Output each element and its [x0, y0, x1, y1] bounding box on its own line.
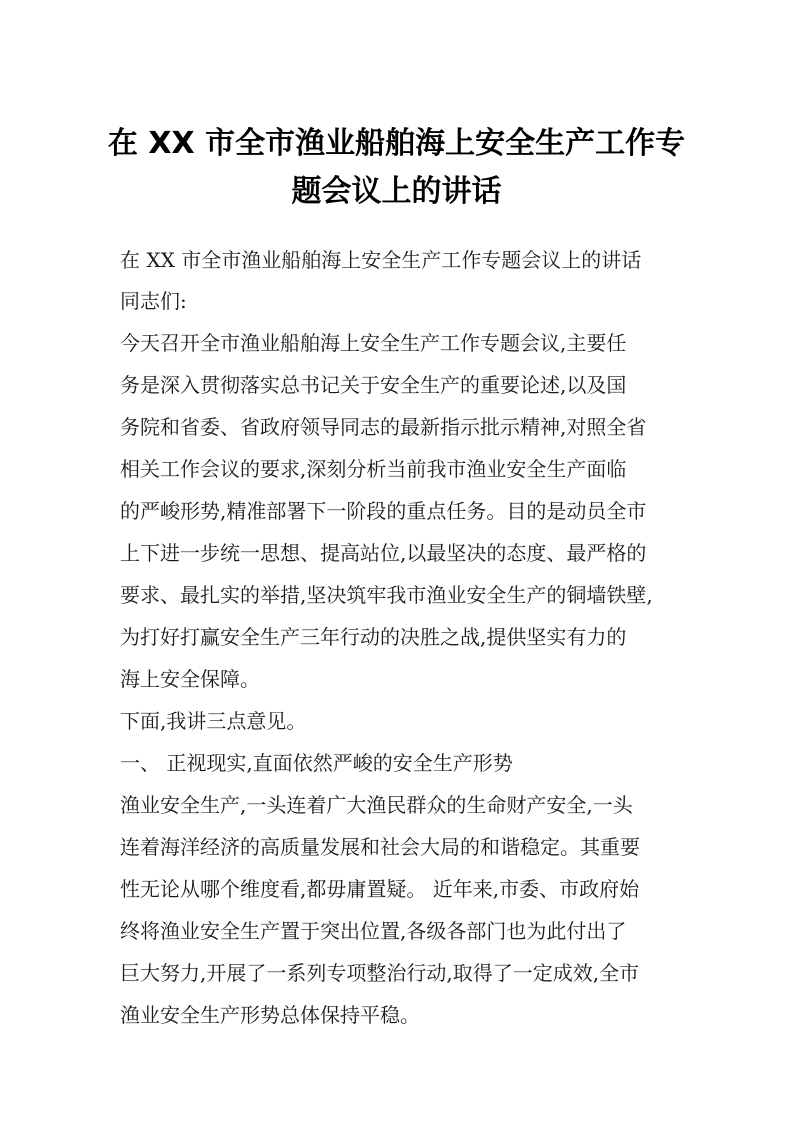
text-line: 渔业安全生产,一头连着广大渔民群众的生命财产安全,一头	[120, 793, 633, 817]
text-line: 相关工作会议的要求,深刻分析当前我市渔业安全生产面临	[120, 457, 627, 481]
section-heading: 一、 正视现实,直面依然严峻的安全生产形势	[120, 751, 513, 775]
text-line: 连着海洋经济的高质量发展和社会大局的和谐稳定。其重要	[120, 835, 640, 859]
text-line: 为打好打赢安全生产三年行动的决胜之战,提供坚实有力的	[120, 625, 627, 649]
text-line: 今天召开全市渔业船舶海上安全生产工作专题会议,主要任	[120, 331, 627, 355]
text-line: 巨大努力,开展了一系列专项整治行动,取得了一定成效,全市	[120, 961, 640, 985]
text-line: 务院和省委、省政府领导同志的最新指示批示精神,对照全省	[120, 415, 647, 439]
text-line: 的严峻形势,精准部署下一阶段的重点任务。目的是动员全市	[120, 499, 647, 523]
text-line: 终将渔业安全生产置于突出位置,各级各部门也为此付出了	[120, 919, 627, 943]
text-line: 同志们:	[120, 289, 187, 313]
document-title-line-1: 在 XX 市全市渔业船舶海上安全生产工作专	[107, 126, 686, 161]
text-line: 务是深入贯彻落实总书记关于安全生产的重要论述,以及国	[120, 373, 627, 397]
text-line: 渔业安全生产形势总体保持平稳。	[120, 1003, 420, 1027]
text-line: 要求、最扎实的举措,坚决筑牢我市渔业安全生产的铜墙铁壁,	[120, 583, 653, 607]
text-line: 上下进一步统一思想、提高站位,以最坚决的态度、最严格的	[120, 541, 647, 565]
text-line: 性无论从哪个维度看,都毋庸置疑。 近年来,市委、市政府始	[120, 877, 640, 901]
document-title-line-2: 题会议上的讲话	[291, 174, 502, 209]
text-line: 在 XX 市全市渔业船舶海上安全生产工作专题会议上的讲话	[120, 248, 642, 272]
text-line: 海上安全保障。	[120, 667, 260, 691]
text-line: 下面,我讲三点意见。	[120, 709, 307, 733]
